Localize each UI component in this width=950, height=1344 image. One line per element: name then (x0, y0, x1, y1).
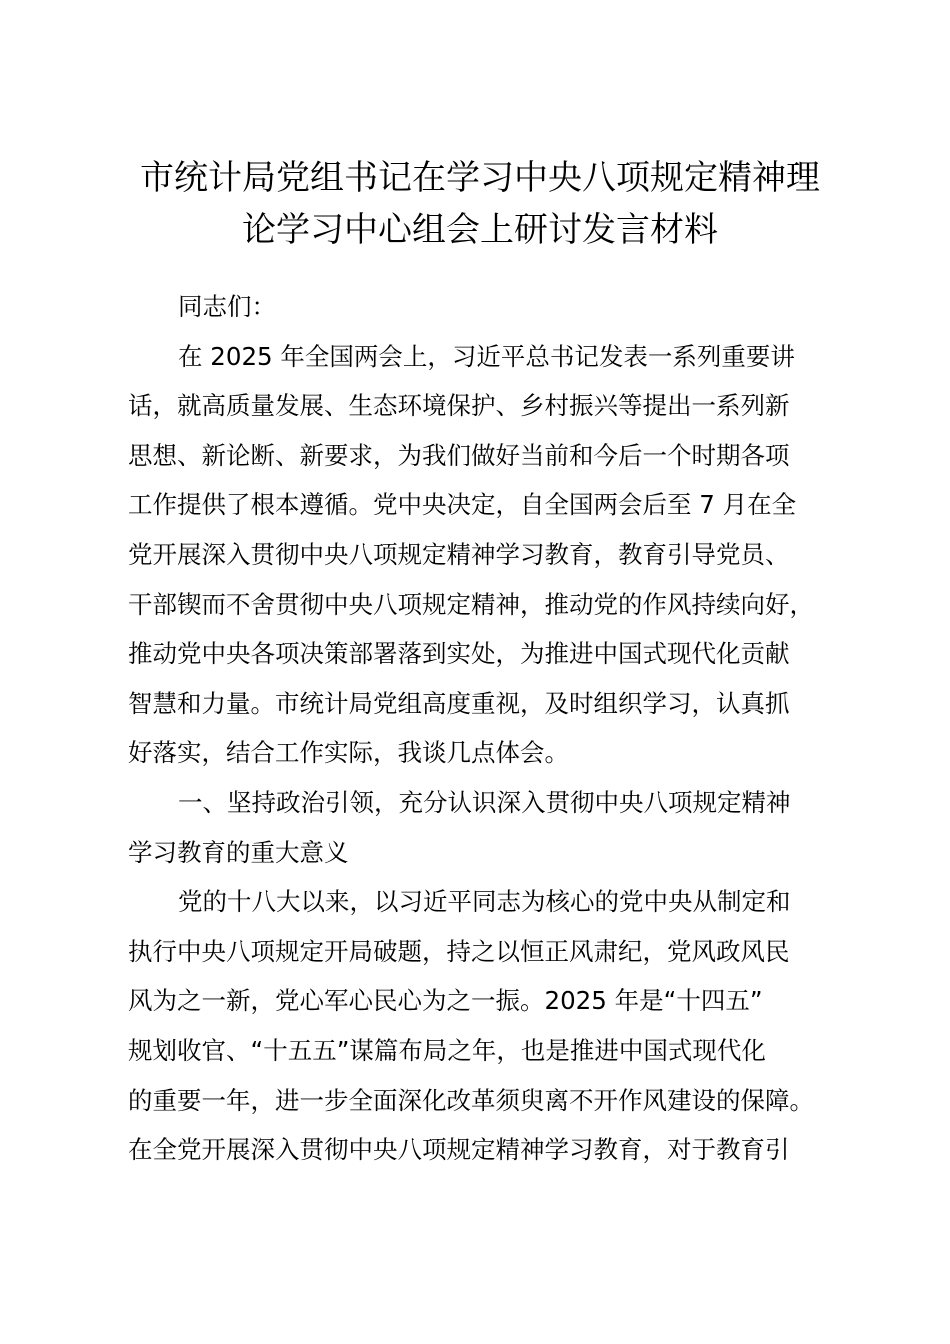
body-line: 话，就高质量发展、生态环境保护、乡村振兴等提出一系列新 (128, 391, 790, 421)
body-line: 党的十八大以来，以习近平同志为核心的党中央从制定和 (178, 887, 791, 917)
title-line-2: 论学习中心组会上研讨发言材料 (242, 210, 718, 250)
body-line: 推动党中央各项决策部署落到实处，为推进中国式现代化贡献 (128, 639, 790, 669)
section-heading-line: 一、坚持政治引领，充分认识深入贯彻中央八项规定精神 (178, 787, 791, 817)
body-line: 工作提供了根本遵循。党中央决定，自全国两会后至 7 月在全 (128, 490, 797, 520)
section-heading-line: 学习教育的重大意义 (128, 837, 349, 867)
body-line: 的重要一年，进一步全面深化改革须臾离不开作风建设的保障。 (128, 1085, 814, 1115)
body-line: 在全党开展深入贯彻中央八项规定精神学习教育，对于教育引 (128, 1135, 790, 1165)
body-line: 智慧和力量。市统计局党组高度重视，及时组织学习，认真抓 (128, 688, 790, 718)
body-line: 风为之一新，党心军心民心为之一振。2025 年是“十四五” (128, 986, 763, 1016)
body-line: 同志们： (178, 292, 276, 321)
document-body (128, 282, 838, 1175)
body-line: 党开展深入贯彻中央八项规定精神学习教育，教育引导党员、 (128, 539, 790, 569)
body-line: 思想、新论断、新要求，为我们做好当前和今后一个时期各项 (128, 440, 790, 470)
body-line: 规划收官、“十五五”谋篇布局之年，也是推进中国式现代化 (128, 1035, 766, 1065)
body-line: 干部锲而不舍贯彻中央八项规定精神，推动党的作风持续向好， (128, 589, 814, 619)
title-line-1: 市统计局党组书记在学习中央八项规定精神理 (140, 158, 820, 198)
body-line: 执行中央八项规定开局破题，持之以恒正风肃纪，党风政风民 (128, 936, 790, 966)
document-title (110, 152, 850, 256)
body-line: 好落实，结合工作实际，我谈几点体会。 (128, 738, 569, 768)
body-line: 在 2025 年全国两会上，习近平总书记发表一系列重要讲 (178, 341, 795, 371)
